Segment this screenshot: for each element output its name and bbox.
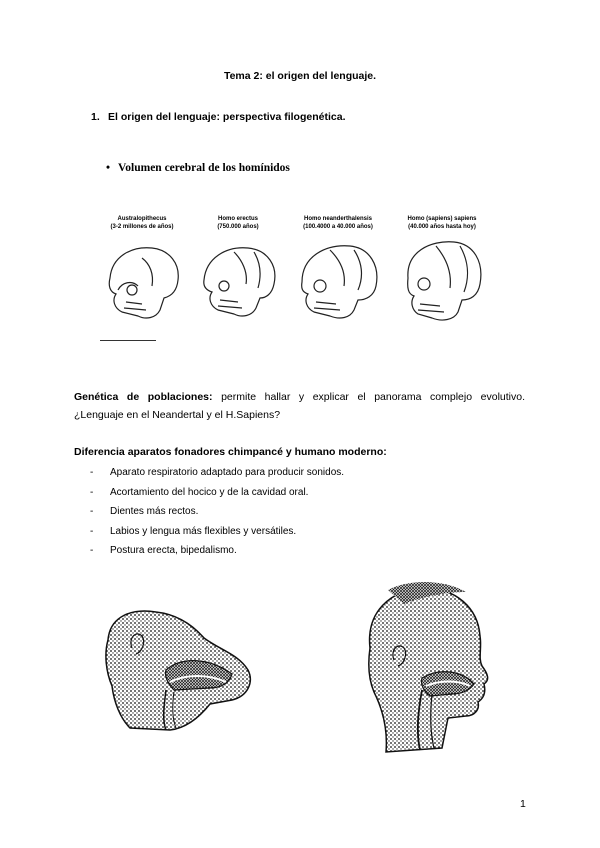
list-item-text: Dientes más rectos. (110, 506, 199, 517)
australopithecus-skull-drawing (102, 238, 182, 328)
figure-bullet-title (106, 162, 290, 174)
list-item-text: Acortamiento del hocico y de la cavidad oral. (110, 486, 309, 498)
genetics-line-1 (74, 388, 525, 406)
list-item (90, 486, 344, 506)
skull-name: Homo erectus (217, 216, 258, 222)
chimpanzee-head-drawing (106, 611, 250, 730)
differences-heading: Diferencia aparatos fonadores chimpancé y humano moderno: (74, 446, 387, 458)
vocal-tract-comparison-figure (70, 578, 530, 758)
page-number: 1 (520, 798, 526, 810)
list-item-text: Aparato respiratorio adaptado para producir sonidos. (110, 467, 345, 478)
skull-date: (100.4000 a 40.000 años) (303, 224, 373, 230)
genetics-text-1: permite hallar y explicar el panorama complejo evolutivo. (221, 391, 525, 403)
list-item (90, 505, 344, 525)
list-item (90, 466, 344, 486)
figure-title-text: Volumen cerebral de los homínidos (118, 162, 290, 174)
human-head-drawing (369, 582, 488, 752)
erectus-skull-drawing (198, 238, 278, 328)
differences-list (90, 466, 344, 564)
skull-date: (3-2 millones de años) (110, 224, 174, 230)
list-item-text: Postura erecta, bipedalismo. (110, 545, 237, 556)
skull-name: Homo (sapiens) sapiens (407, 216, 477, 222)
sapiens-skull-drawing (398, 238, 484, 330)
section-number: 1. (91, 111, 100, 123)
dash-bullet: - (90, 545, 94, 556)
skull-caption-neanderthalensis (288, 215, 388, 231)
list-item (90, 544, 344, 564)
document-title: Tema 2: el origen del lenguaje. (223, 70, 377, 82)
skull-caption-sapiens (392, 215, 492, 231)
dash-bullet: - (90, 506, 94, 517)
dash-bullet: - (90, 525, 94, 537)
bullet-icon: • (106, 162, 111, 174)
skull-date: (750.000 años) (217, 224, 259, 230)
dash-bullet: - (90, 467, 94, 478)
section-heading (91, 111, 345, 123)
list-item-text: Labios y lengua más flexibles y versátiles. (110, 525, 297, 537)
genetics-text-2: ¿Lenguaje en el Neandertal y el H.Sapiens? (74, 409, 281, 421)
genetics-term: Genética de poblaciones: (74, 391, 213, 403)
skull-date: (40.000 años hasta hoy) (408, 224, 476, 230)
skull-caption-erectus (188, 215, 288, 231)
hominid-skulls-figure (92, 158, 504, 358)
neanderthalensis-skull-drawing (296, 238, 380, 328)
skull-name: Homo neanderthalensis (303, 216, 372, 222)
figure-rule-line (100, 340, 156, 341)
dash-bullet: - (90, 486, 94, 498)
list-item (90, 525, 344, 545)
skull-caption-australopithecus (92, 215, 192, 231)
section-heading-text: El origen del lenguaje: perspectiva filogenética. (108, 111, 346, 123)
genetics-paragraph (74, 388, 525, 424)
skull-name: Australopithecus (117, 216, 167, 222)
